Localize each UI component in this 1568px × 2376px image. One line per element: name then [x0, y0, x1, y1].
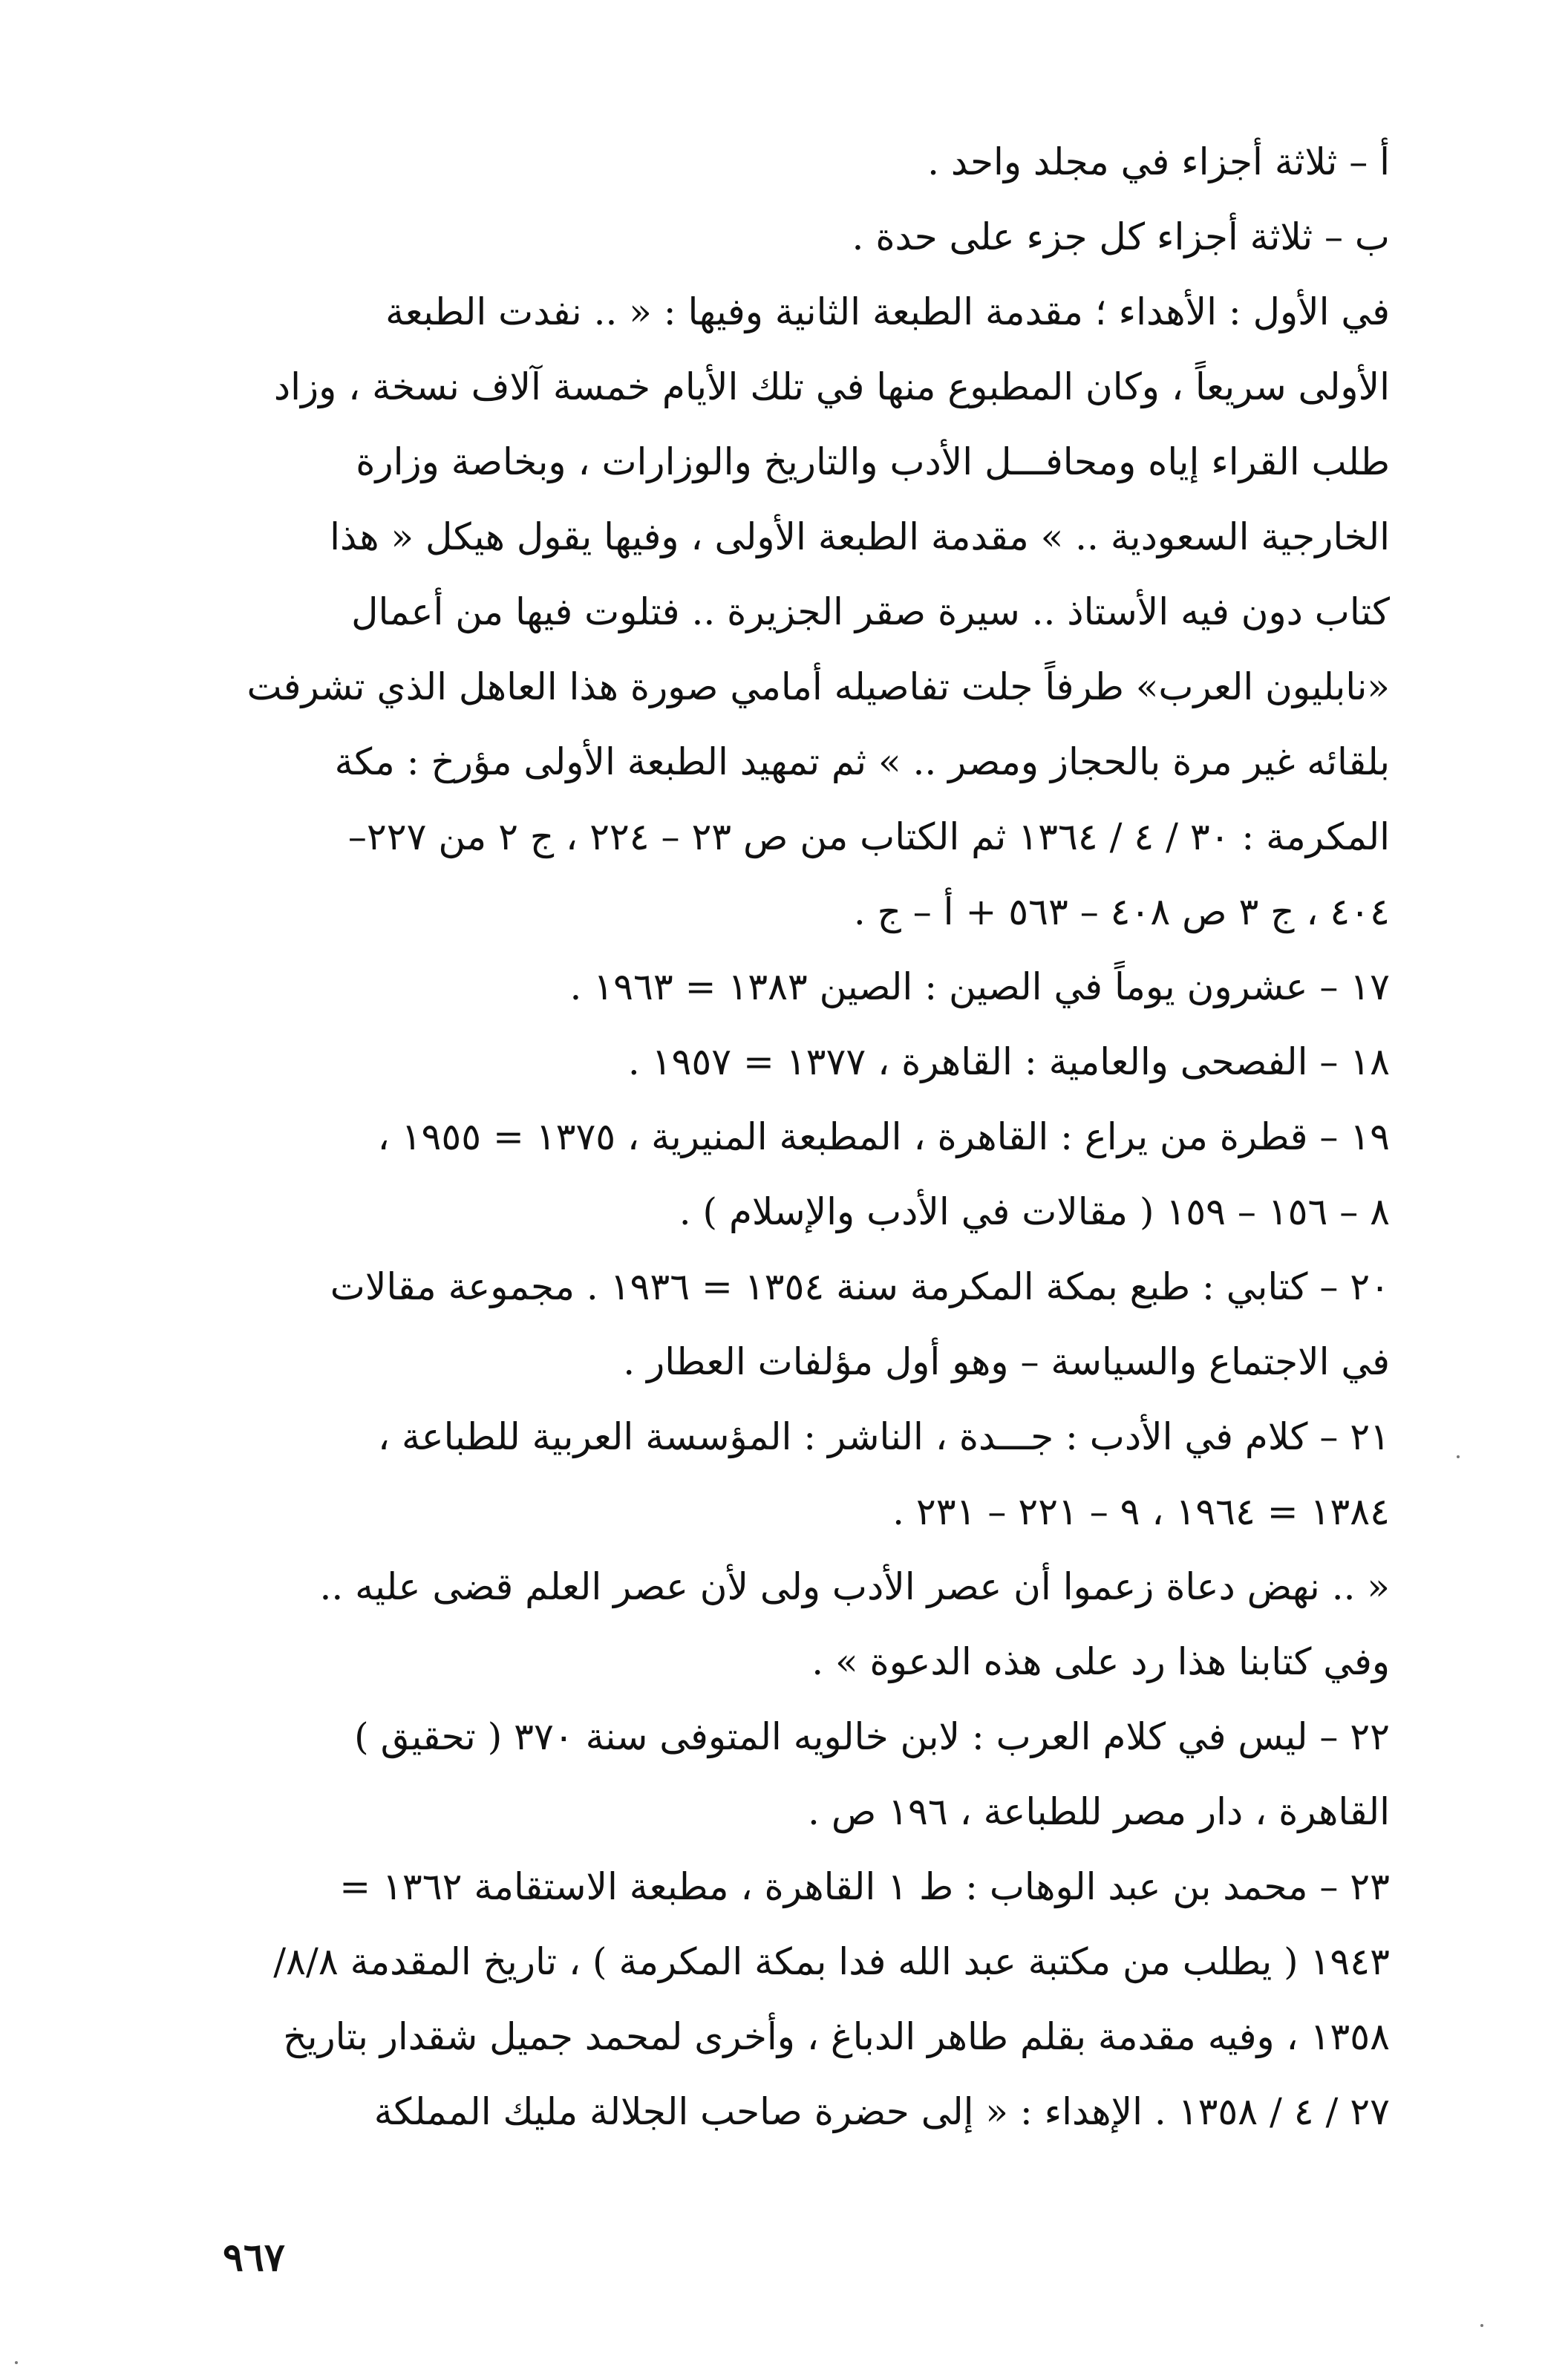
- text-line: ١٣٨٤ = ١٩٦٤ ، ٩ – ٢٢١ – ٢٣١ .: [892, 1490, 1390, 1533]
- text-line: الخارجية السعودية .. » مقدمة الطبعة الأولى ، وفيها يقول هيكل « هذا: [330, 515, 1390, 558]
- text-line: بلقائه غير مرة بالحجاز ومصر .. » ثم تمهيد الطبعة الأولى مؤرخ : مكة: [334, 740, 1390, 783]
- text-line: ٢٣ – محمد بن عبد الوهاب : ط ١ القاهرة ، مطبعة الاستقامة ١٣٦٢ =: [339, 1865, 1390, 1908]
- text-line: طلب القراء إياه ومحافـــل الأدب والتاريخ والوزارات ، وبخاصة وزارة: [356, 440, 1390, 483]
- text-line: ١٣٥٨ ، وفيه مقدمة بقلم طاهر الدباغ ، وأخرى لمحمد جميل شقدار بتاريخ: [283, 2015, 1390, 2058]
- scan-speck: [1457, 1455, 1460, 1458]
- text-line: ٢١ – كلام في الأدب : جـــدة ، الناشر : المؤسسة العربية للطباعة ،: [377, 1415, 1390, 1458]
- text-line: ٢٠ – كتابي : طبع بمكة المكرمة سنة ١٣٥٤ = ١٩٣٦ . مجموعة مقالات: [330, 1265, 1390, 1308]
- text-line: وفي كتابنا هذا رد على هذه الدعوة » .: [811, 1640, 1390, 1683]
- text-line: ٨ – ١٥٦ – ١٥٩ ( مقالات في الأدب والإسلام ) .: [679, 1190, 1390, 1233]
- text-line: أ – ثلاثة أجزاء في مجلد واحد .: [927, 140, 1390, 183]
- text-line: « .. نهض دعاة زعموا أن عصر الأدب ولى لأن عصر العلم قضى عليه ..: [319, 1565, 1390, 1608]
- scan-speck: [1480, 2324, 1483, 2327]
- text-line: ٢٢ – ليس في كلام العرب : لابن خالويه المتوفى سنة ٣٧٠ ( تحقيق ): [354, 1715, 1390, 1758]
- text-line: في الأول : الأهداء ؛ مقدمة الطبعة الثانية وفيها : « .. نفدت الطبعة: [385, 290, 1390, 333]
- text-line: ١٧ – عشرون يوماً في الصين : الصين ١٣٨٣ = ١٩٦٣ .: [569, 965, 1390, 1008]
- text-line: القاهرة ، دار مصر للطباعة ، ١٩٦ ص .: [808, 1790, 1390, 1833]
- page-number: ٩٦٧: [223, 2235, 285, 2280]
- body-text: [172, 125, 1390, 2150]
- text-line: «نابليون العرب» طرفاً جلت تفاصيله أمامي صورة هذا العاهل الذي تشرفت: [246, 665, 1390, 708]
- text-line: ٤٠٤ ، ج ٣ ص ٤٠٨ – ٥٦٣ + أ – ج .: [853, 890, 1390, 933]
- text-line: كتاب دون فيه الأستاذ .. سيرة صقر الجزيرة .. فتلوت فيها من أعمال: [351, 590, 1390, 633]
- text-line: ١٩٤٣ ( يطلب من مكتبة عبد الله فدا بمكة المكرمة ) ، تاريخ المقدمة ٨/٨/: [273, 1940, 1390, 1983]
- text-line: الأولى سريعاً ، وكان المطبوع منها في تلك الأيام خمسة آلاف نسخة ، وزاد: [273, 365, 1390, 408]
- text-line: ٢٧ / ٤ / ١٣٥٨ . الإهداء : « إلى حضرة صاحب الجلالة مليك المملكة: [373, 2090, 1390, 2133]
- text-line: ب – ثلاثة أجزاء كل جزء على حدة .: [852, 215, 1390, 258]
- text-line: في الاجتماع والسياسة – وهو أول مؤلفات العطار .: [623, 1340, 1390, 1383]
- text-line: المكرمة : ٣٠ / ٤ / ١٣٦٤ ثم الكتاب من ص ٢٣ – ٢٢٤ ، ج ٢ من ٢٢٧–: [347, 815, 1390, 858]
- scan-speck: [15, 2361, 18, 2364]
- text-line: ١٨ – الفصحى والعامية : القاهرة ، ١٣٧٧ = ١٩٥٧ .: [627, 1040, 1390, 1083]
- text-line: ١٩ – قطرة من يراع : القاهرة ، المطبعة المنيرية ، ١٣٧٥ = ١٩٥٥ ،: [377, 1115, 1390, 1158]
